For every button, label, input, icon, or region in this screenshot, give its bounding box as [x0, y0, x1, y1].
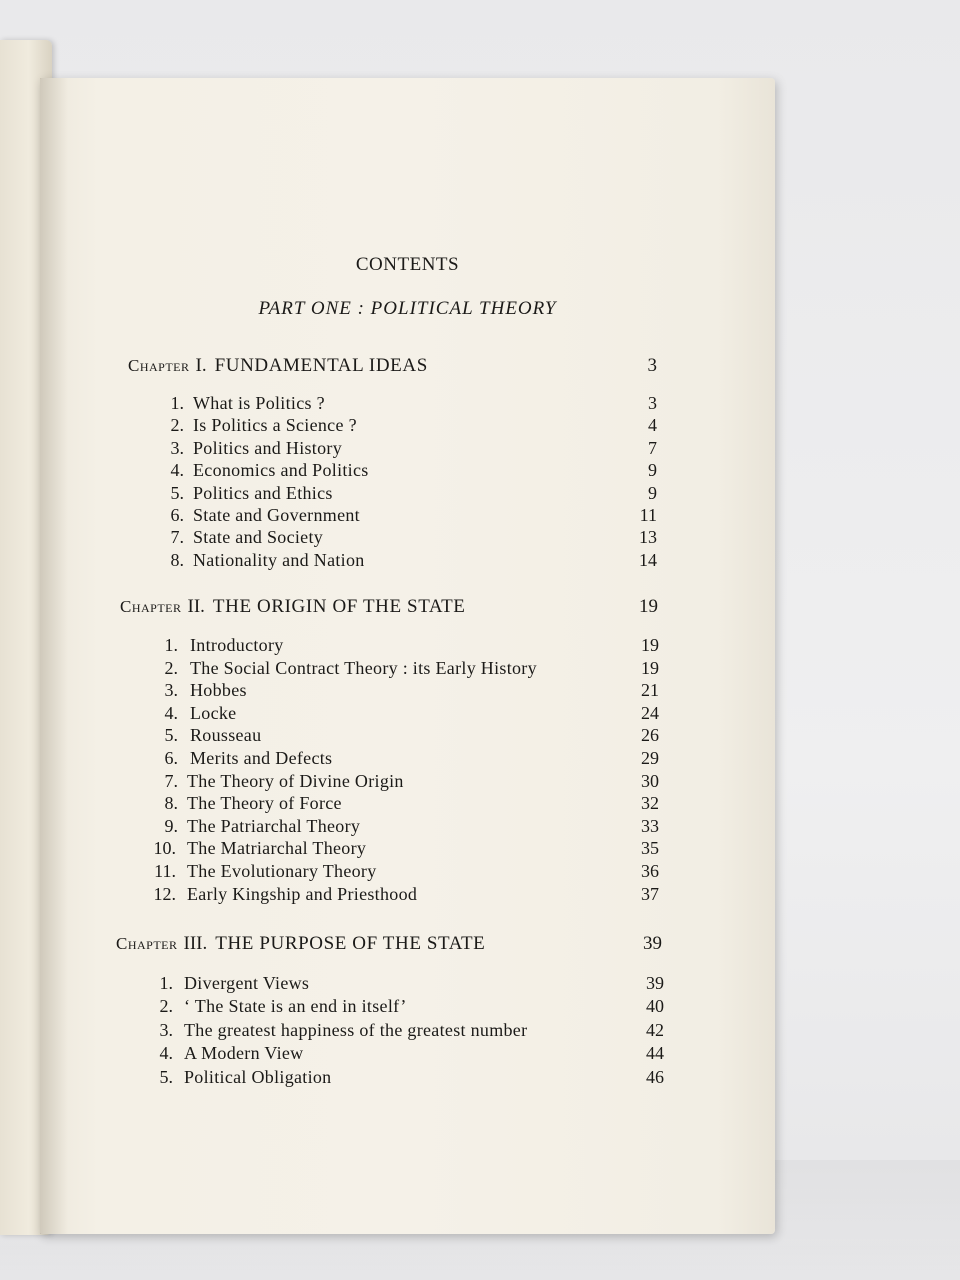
chapter-word: Chapter: [116, 934, 178, 953]
entry-number: 3.: [164, 680, 178, 701]
chapter-numeral: III.: [183, 933, 208, 954]
toc-entry[interactable]: [40, 527, 775, 549]
toc-entry[interactable]: [40, 460, 775, 482]
entry-number: 7.: [164, 770, 178, 791]
chapter-heading: [40, 596, 775, 620]
entry-title: The Patriarchal Theory: [187, 815, 361, 836]
toc-entry[interactable]: [40, 996, 775, 1018]
chapter-numeral: II.: [187, 596, 205, 617]
entry-title: Politics and History: [193, 437, 342, 458]
entry-title: The Theory of Force: [187, 793, 342, 814]
toc-entry[interactable]: [40, 884, 775, 906]
toc-entry[interactable]: [40, 1020, 775, 1042]
entry-page-number: 42: [646, 1019, 664, 1040]
entry-title: Divergent Views: [184, 973, 310, 993]
entry-title: Early Kingship and Priesthood: [187, 883, 418, 904]
entry-number: 4.: [164, 702, 178, 723]
entry-number: 1.: [170, 393, 184, 413]
entry-page-number: 37: [641, 883, 659, 904]
toc-entry[interactable]: [40, 703, 775, 725]
entry-title: Introductory: [190, 635, 284, 655]
toc-entry[interactable]: [40, 816, 775, 838]
entry-page-number: 29: [641, 748, 659, 768]
toc-entry[interactable]: [40, 550, 775, 572]
entry-page-number: 9: [648, 482, 657, 503]
book-page: [40, 78, 775, 1234]
entry-page-number: 3: [648, 393, 657, 413]
chapter-heading: [40, 355, 775, 379]
toc-entry[interactable]: [40, 680, 775, 702]
entry-number: 2.: [164, 657, 178, 678]
entry-number: 10.: [153, 838, 176, 859]
chapter-page-number: 39: [643, 933, 662, 954]
toc-entry[interactable]: [40, 483, 775, 505]
entry-number: 5.: [159, 1066, 173, 1087]
entry-title: Rousseau: [190, 725, 262, 746]
chapter-title: THE PURPOSE OF THE STATE: [215, 933, 486, 954]
toc-entry[interactable]: [40, 973, 775, 995]
entry-number: 3.: [170, 437, 184, 458]
entry-title: The Evolutionary Theory: [187, 861, 377, 881]
entry-number: 12.: [153, 883, 176, 904]
table-of-contents: [40, 78, 775, 1234]
entry-number: 1.: [164, 635, 178, 655]
entry-title: Is Politics a Science ?: [193, 415, 357, 436]
toc-entry[interactable]: [40, 415, 775, 437]
chapter-label: [120, 596, 466, 618]
chapter-word: Chapter: [120, 597, 182, 616]
entry-title: The Matriarchal Theory: [187, 838, 367, 859]
entry-page-number: 14: [639, 549, 657, 570]
entry-number: 6.: [164, 748, 178, 768]
chapter-label: [128, 355, 428, 377]
entry-page-number: 11: [639, 505, 657, 525]
entry-title: Locke: [190, 702, 237, 723]
entry-number: 3.: [159, 1019, 173, 1040]
entry-page-number: 39: [646, 973, 664, 993]
toc-entry[interactable]: [40, 658, 775, 680]
entry-page-number: 19: [641, 635, 659, 655]
entry-page-number: 30: [641, 770, 659, 791]
toc-entry[interactable]: [40, 793, 775, 815]
toc-entry[interactable]: [40, 635, 775, 657]
entry-page-number: 40: [646, 996, 664, 1017]
toc-entry[interactable]: [40, 505, 775, 527]
toc-entry[interactable]: [40, 838, 775, 860]
chapter-label: [116, 933, 485, 955]
entry-number: 2.: [159, 996, 173, 1017]
entry-number: 11.: [154, 861, 176, 881]
entry-page-number: 46: [646, 1066, 664, 1087]
entry-number: 2.: [170, 415, 184, 436]
toc-entry[interactable]: [40, 771, 775, 793]
chapter-title: THE ORIGIN OF THE STATE: [212, 596, 466, 617]
toc-entry[interactable]: [40, 748, 775, 770]
entry-number: 9.: [164, 815, 178, 836]
entry-number: 8.: [164, 793, 178, 814]
contents-heading: CONTENTS: [355, 254, 460, 275]
toc-entry[interactable]: [40, 1043, 775, 1065]
entry-title: Politics and Ethics: [193, 482, 333, 503]
chapter-page-number: 3: [647, 355, 657, 376]
chapter-numeral: I.: [195, 355, 207, 376]
entry-title: Hobbes: [190, 680, 247, 701]
entry-title: State and Government: [193, 505, 360, 525]
entry-page-number: 35: [641, 838, 659, 859]
entry-title: ‘ The State is an end in itself’: [184, 996, 407, 1017]
entry-page-number: 19: [641, 657, 659, 678]
entry-page-number: 13: [639, 527, 657, 548]
entry-page-number: 7: [648, 437, 657, 458]
entry-number: 4.: [159, 1043, 173, 1064]
chapter-heading: [40, 933, 775, 957]
entry-page-number: 26: [641, 725, 659, 746]
entry-title: What is Politics ?: [193, 393, 325, 413]
toc-entry[interactable]: [40, 1067, 775, 1089]
chapter-word: Chapter: [128, 356, 190, 375]
chapter-title: FUNDAMENTAL IDEAS: [214, 355, 428, 376]
entry-title: The greatest happiness of the greatest number: [184, 1019, 528, 1040]
entry-number: 6.: [170, 505, 184, 525]
entry-page-number: 33: [641, 815, 659, 836]
entry-page-number: 24: [641, 702, 659, 723]
entry-number: 1.: [159, 973, 173, 993]
entry-number: 5.: [170, 482, 184, 503]
toc-entry[interactable]: [40, 393, 775, 415]
toc-entry[interactable]: [40, 861, 775, 883]
toc-entry[interactable]: [40, 725, 775, 747]
entry-title: Political Obligation: [184, 1066, 332, 1087]
toc-entry[interactable]: [40, 438, 775, 460]
entry-page-number: 4: [648, 415, 657, 436]
entry-title: The Theory of Divine Origin: [187, 770, 404, 791]
entry-page-number: 44: [646, 1043, 664, 1064]
entry-title: Nationality and Nation: [193, 549, 365, 570]
entry-title: Merits and Defects: [190, 748, 333, 768]
chapter-page-number: 19: [639, 596, 658, 617]
entry-number: 5.: [164, 725, 178, 746]
entry-number: 8.: [170, 549, 184, 570]
entry-title: Economics and Politics: [193, 460, 369, 481]
entry-page-number: 32: [641, 793, 659, 814]
entry-number: 7.: [170, 527, 184, 548]
entry-number: 4.: [170, 460, 184, 481]
entry-page-number: 36: [641, 861, 659, 881]
entry-title: The Social Contract Theory : its Early History: [190, 657, 537, 678]
entry-page-number: 9: [648, 460, 657, 481]
entry-title: State and Society: [193, 527, 324, 548]
entry-page-number: 21: [641, 680, 659, 701]
entry-title: A Modern View: [184, 1043, 304, 1064]
part-heading: PART ONE : POLITICAL THEORY: [258, 298, 557, 319]
